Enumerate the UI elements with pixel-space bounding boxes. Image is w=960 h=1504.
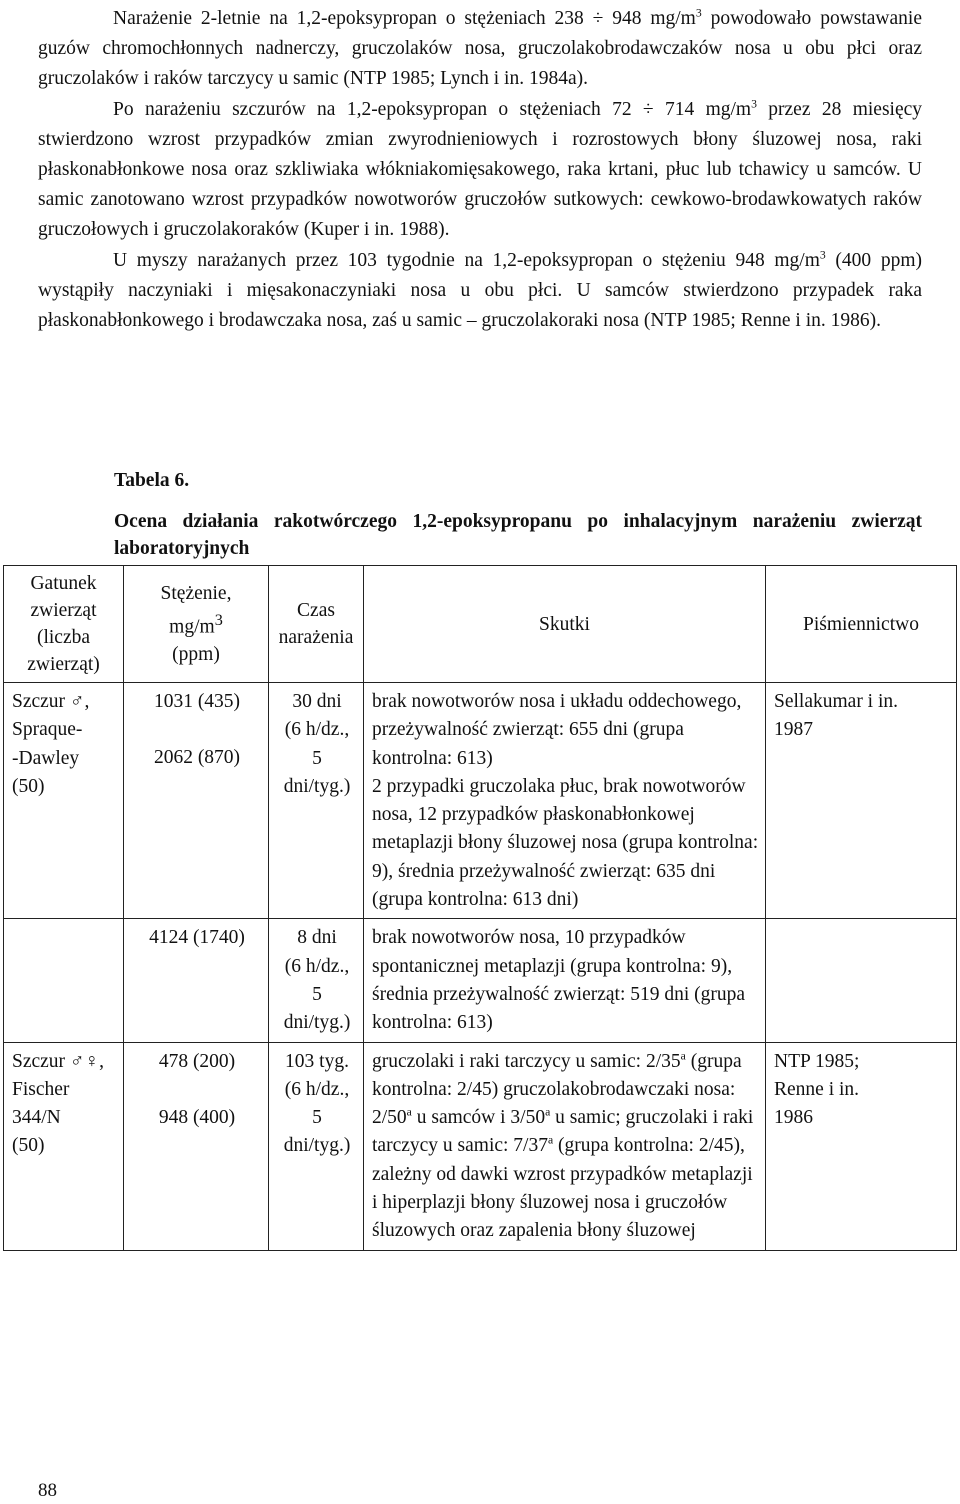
text-run: u samców i 3/50: [411, 1107, 546, 1129]
effect-entry: [372, 688, 759, 773]
header-unit: mg/m: [169, 616, 215, 638]
text-run: U myszy narażanych przez 103 tygodnie na 1,2-epoksypropan o stężeniu 948 mg/m: [113, 249, 820, 271]
cell-effects: [364, 1042, 766, 1250]
cell-line: 1987: [774, 719, 813, 741]
cell-species: [4, 1042, 124, 1250]
cell-line: 30 dni: [292, 691, 342, 712]
table-body: [4, 683, 957, 1251]
cell-line: 5 dni/tyg.): [283, 747, 351, 797]
header-line: Czas: [297, 600, 335, 621]
table-row: [4, 1042, 957, 1250]
carcinogenicity-table: [3, 565, 957, 1251]
paragraph: [38, 4, 922, 95]
text-run: powodowało powstawanie guzów chromochłonnych nadnerczy, gruczolaków nosa, gruczolakobrodawczaków nosa u obu płci oraz gruczolaków i raków tarczycy u samic (NTP 1985; Lynch i in. 1984a).: [38, 8, 922, 90]
cell-line: 5 dni/tyg.): [283, 983, 351, 1034]
superscript: a: [545, 1105, 551, 1119]
superscript: 3: [695, 6, 702, 20]
cell-effects: [364, 683, 766, 919]
cell-line: 8 dni: [297, 927, 337, 949]
cell-effects: [364, 919, 766, 1042]
cell-line: Renne i in.: [774, 1078, 860, 1100]
paragraph: [38, 95, 922, 246]
table-title: Ocena działania rakotwórczego 1,2-epoksypropanu po inhalacyjnym narażeniu zwierząt laboratoryjnych: [114, 511, 922, 559]
cell-references: [766, 1042, 957, 1250]
body-text: [38, 4, 922, 336]
page-number: 88: [38, 1480, 57, 1501]
effect-entry: [372, 773, 759, 914]
cell-line: 103 tyg.: [285, 1050, 349, 1072]
cell-line: (50): [12, 775, 45, 797]
text-run: gruczolaki i raki tarczycy u samic: 2/35: [372, 1050, 681, 1072]
text-run: brak nowotworów nosa i układu oddechowego, przeżywalność zwierząt: 655 dni (grupa kontrolna: 613): [372, 691, 742, 769]
cell-line: Fischer: [12, 1078, 70, 1100]
table-header-row: [4, 566, 957, 683]
cell-line: 478 (200): [158, 1050, 236, 1072]
header-line: narażenia: [278, 627, 354, 648]
cell-line: -Dawley: [12, 747, 80, 769]
cell-concentration: [124, 919, 269, 1042]
cell-line: Szczur ♂♀,: [12, 1050, 105, 1072]
cell-line: Szczur ♂,: [12, 691, 90, 712]
superscript: a: [680, 1049, 686, 1063]
text-run: brak nowotworów nosa, 10 przypadków spontanicznej metaplazji (grupa kontrolna: 9), średnia przeżywalność zwierząt: 519 dni (grupa kontrolna: 613): [372, 927, 746, 1034]
cell-line: Spraque-: [12, 719, 83, 741]
header-line: Gatunek: [30, 573, 97, 594]
header-line: (liczba: [36, 627, 91, 648]
cell-line: 948 (400): [158, 1106, 236, 1128]
cell-concentration: [124, 683, 269, 919]
text-run: 2 przypadki gruczolaka płuc, brak nowotworów nosa, 12 przypadków płaskonabłonkowej metaplazji błony śluzowej nosa (grupa kontrolna: 9), średnia przeżywalność zwierząt: 635 dni (grupa kontrolna: 613 dni): [372, 775, 759, 911]
text-run: (grupa kontrolna: 2/45) gruczolakobrodawczaki nosa: 2/50: [372, 1050, 742, 1129]
header-line: zwierząt: [30, 600, 97, 621]
text-run: u samic; gruczolaki i raki tarczycy u samic: 7/37: [372, 1107, 754, 1157]
header-species: [4, 566, 124, 683]
cell-line: 1031 (435): [153, 691, 241, 712]
cell-line: (6 h/dz.,: [284, 1078, 350, 1100]
header-line: (ppm): [172, 643, 220, 665]
superscript: a: [406, 1105, 412, 1119]
table-row: [4, 919, 957, 1042]
header-line: zwierząt): [27, 654, 100, 675]
header-references: Piśmiennictwo: [766, 566, 957, 683]
text-run: (400 ppm) wystąpiły naczyniaki i mięsakonaczyniaki nosa u obu płci. U samców stwierdzono przypadek raka płaskonabłonkowego i brodawczaka nosa, zaś u samic – gruczolakoraki nosa (NTP 1985; Renne i in. 1986).: [38, 249, 922, 332]
cell-references: [766, 919, 957, 1042]
text-run: przez 28 miesięcy stwierdzono wzrost przypadków zmian zwyrodnieniowych i rozrostowych błony śluzowej nosa, raki płaskonabłonkowe nosa oraz szkliwiaka włókniakomięsakowego, raka krtani, płuc lub tchawicy u samców. U samic zanotowano wzrost przypadków nowotworów gruczołów sutkowych: cewkowo-brodawkowatych raków gruczołowych i gruczolakoraków (Kuper i in. 1988).: [38, 98, 923, 241]
cell-line: (50): [12, 1135, 45, 1157]
cell-line: 4124 (1740): [149, 927, 245, 949]
cell-species: [4, 919, 124, 1042]
cell-line: 1986: [774, 1107, 813, 1129]
cell-line: Sellakumar i in.: [774, 691, 899, 712]
header-line: [128, 607, 264, 641]
cell-line: NTP 1985;: [774, 1050, 860, 1072]
cell-line: 344/N: [12, 1107, 61, 1129]
header-line: Stężenie,: [160, 583, 232, 605]
header-exposure-time: [269, 566, 364, 683]
text-run: Narażenie 2-letnie na 1,2-epoksypropan o stężeniach 238 ÷ 948 mg/m: [113, 8, 696, 29]
cell-exposure-time: [269, 919, 364, 1042]
cell-species: [4, 683, 124, 919]
header-concentration: [124, 566, 269, 683]
text-run: (grupa kontrolna: 2/45), zależny od dawki wzrost przypadków metaplazji i hiperplazji błony śluzowej nosa i gruczołów śluzowych oraz zapalenia błony śluzowej: [372, 1135, 753, 1242]
superscript: a: [547, 1133, 554, 1147]
table-label: Tabela 6.: [114, 470, 190, 491]
cell-exposure-time: [269, 683, 364, 919]
cell-references: [766, 683, 957, 919]
effect-entry: [372, 924, 759, 1037]
table-row: [4, 683, 957, 919]
header-effects: Skutki: [364, 566, 766, 683]
cell-line: (6 h/dz.,: [284, 719, 350, 741]
header-unit-exponent: 3: [214, 611, 223, 630]
cell-line: 2062 (870): [153, 747, 241, 769]
text-run: Po narażeniu szczurów na 1,2-epoksypropan o stężeniach 72 ÷ 714 mg/m: [113, 98, 752, 120]
cell-line: (6 h/dz.,: [284, 955, 350, 977]
paragraph: [38, 246, 922, 337]
superscript: 3: [751, 97, 757, 111]
cell-concentration: [124, 1042, 269, 1250]
effect-entry: [372, 1048, 759, 1246]
cell-line: 5 dni/tyg.): [283, 1107, 351, 1157]
cell-exposure-time: [269, 1042, 364, 1250]
superscript: 3: [819, 248, 826, 262]
